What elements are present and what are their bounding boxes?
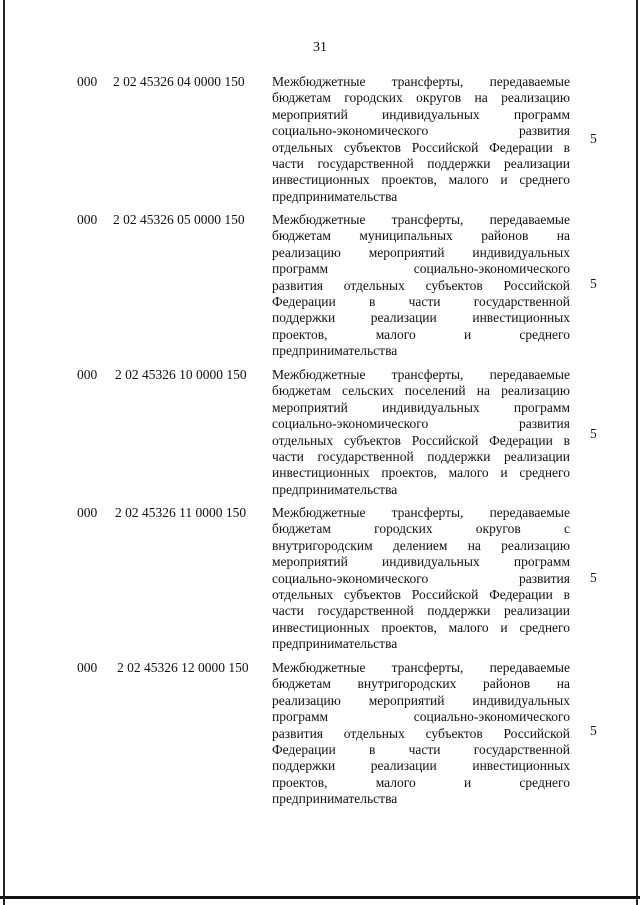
- normative-percent: 5: [590, 570, 597, 585]
- description-line: поддержки реализации инвестиционных: [272, 310, 570, 326]
- description-line: отдельных субъектов Российской Федерации в: [272, 586, 570, 602]
- description-line: отдельных субъектов Российской Федерации в: [272, 432, 570, 448]
- description-line: предпринимательства: [272, 188, 398, 204]
- description-line: предпринимательства: [272, 343, 398, 359]
- description-line: мероприятий индивидуальных программ: [272, 554, 570, 570]
- description-line: мероприятий индивидуальных программ: [272, 106, 570, 122]
- revenue-description: [272, 660, 570, 808]
- description-line: реализацию мероприятий индивидуальных: [272, 692, 570, 708]
- description-line: бюджетам муниципальных районов на: [272, 228, 570, 244]
- description-line: бюджетам сельских поселений на реализацию: [272, 383, 570, 399]
- normative-percent: 5: [590, 723, 597, 738]
- budget-classification-code: 2 02 45326 11 0000 150: [115, 505, 247, 520]
- description-line: Межбюджетные трансферты, передаваемые: [272, 505, 570, 520]
- admin-code: 000: [77, 212, 98, 227]
- description-line: предпринимательства: [272, 636, 398, 652]
- description-line: социально-экономического развития: [272, 570, 570, 586]
- description-line: мероприятий индивидуальных программ: [272, 399, 570, 415]
- description-line: Межбюджетные трансферты, передаваемые: [272, 367, 570, 382]
- admin-code: 000: [77, 660, 98, 675]
- revenue-description: [272, 367, 570, 498]
- page-edge-right: [636, 0, 638, 905]
- description-line: внутригородским делением на реализацию: [272, 537, 570, 553]
- budget-classification-code: 2 02 45326 05 0000 150: [113, 212, 245, 227]
- revenue-description: [272, 505, 570, 653]
- budget-classification-code: 2 02 45326 04 0000 150: [113, 74, 245, 89]
- description-line: инвестиционных проектов, малого и среднего: [272, 619, 570, 635]
- revenue-description: [272, 74, 570, 205]
- description-line: бюджетам внутригородских районов на: [272, 676, 570, 692]
- description-line: программ социально-экономического: [272, 709, 570, 725]
- description-line: части государственной поддержки реализации: [272, 603, 570, 619]
- description-line: предпринимательства: [272, 791, 398, 807]
- description-line: инвестиционных проектов, малого и среднего: [272, 465, 570, 481]
- normative-percent: 5: [590, 276, 597, 291]
- description-line: реализацию мероприятий индивидуальных: [272, 244, 570, 260]
- normative-percent: 5: [590, 426, 597, 441]
- admin-code: 000: [77, 74, 98, 89]
- description-line: бюджетам городских округов с: [272, 521, 570, 537]
- description-line: Федерации в части государственной: [272, 293, 570, 309]
- description-line: проектов, малого и среднего: [272, 774, 570, 790]
- description-line: Межбюджетные трансферты, передаваемые: [272, 74, 570, 89]
- description-line: Межбюджетные трансферты, передаваемые: [272, 660, 570, 675]
- budget-classification-code: 2 02 45326 10 0000 150: [115, 367, 247, 382]
- admin-code: 000: [77, 505, 98, 520]
- description-line: Межбюджетные трансферты, передаваемые: [272, 212, 570, 227]
- description-line: социально-экономического развития: [272, 416, 570, 432]
- revenue-description: [272, 212, 570, 360]
- description-line: проектов, малого и среднего: [272, 326, 570, 342]
- description-line: социально-экономического развития: [272, 123, 570, 139]
- description-line: предпринимательства: [272, 481, 398, 497]
- description-line: инвестиционных проектов, малого и среднего: [272, 172, 570, 188]
- admin-code: 000: [77, 367, 98, 382]
- budget-classification-code: 2 02 45326 12 0000 150: [117, 660, 249, 675]
- description-line: программ социально-экономического: [272, 261, 570, 277]
- page-number: 31: [313, 40, 327, 55]
- description-line: части государственной поддержки реализации: [272, 155, 570, 171]
- description-line: Федерации в части государственной: [272, 741, 570, 757]
- description-line: развития отдельных субъектов Российской: [272, 725, 570, 741]
- page-edge-left: [3, 0, 5, 905]
- description-line: развития отдельных субъектов Российской: [272, 277, 570, 293]
- description-line: поддержки реализации инвестиционных: [272, 758, 570, 774]
- description-line: части государственной поддержки реализации: [272, 448, 570, 464]
- description-line: бюджетам городских округов на реализацию: [272, 90, 570, 106]
- description-line: отдельных субъектов Российской Федерации в: [272, 139, 570, 155]
- normative-percent: 5: [590, 131, 597, 146]
- page-edge-bottom: [0, 896, 640, 899]
